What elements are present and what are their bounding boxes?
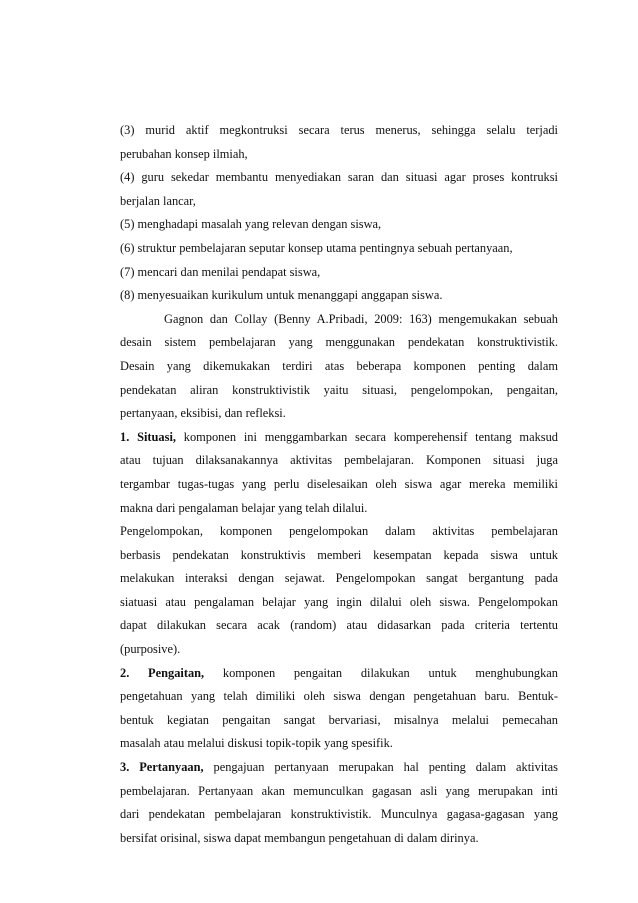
- section-heading: 3. Pertanyaan,: [120, 760, 204, 775]
- text-line-20: [120, 567, 558, 591]
- text-segment: pertanyaan, eksibisi, dan refleksi.: [120, 406, 286, 421]
- text-segment: makna dari pengalaman belajar yang telah dilalui.: [120, 500, 368, 515]
- text-line-25: [120, 685, 558, 709]
- text-line-24: [120, 662, 558, 686]
- text-line-23: [120, 638, 558, 662]
- section-heading: 1. Situasi,: [120, 429, 176, 444]
- text-segment: bersifat orisinal, siswa dapat membangun pengetahuan di dalam dirinya.: [120, 830, 479, 845]
- text-line-3: [120, 166, 558, 190]
- text-segment: pembelajaran. Pertanyaan akan memunculkan gagasan asli yang merupakan inti: [120, 783, 558, 798]
- text-line-17: [120, 497, 558, 521]
- text-segment: bentuk kegiatan pengaitan sangat bervariasi, misalnya melalui pemecahan: [120, 712, 558, 727]
- text-segment: (4) guru sekedar membantu menyediakan saran dan situasi agar proses kontruksi: [120, 170, 558, 185]
- text-line-12: [120, 379, 558, 403]
- text-segment: pengetahuan yang telah dimiliki oleh siswa dengan pengetahuan baru. Bentuk-: [120, 689, 558, 704]
- text-line-29: [120, 780, 558, 804]
- text-line-7: [120, 261, 558, 285]
- text-segment: berjalan lancar,: [120, 193, 196, 208]
- text-segment: siatuasi atau pengalaman belajar yang ingin dilalui oleh siswa. Pengelompokan: [120, 594, 558, 609]
- text-line-1: [120, 119, 558, 143]
- text-segment: pendekatan aliran konstruktivistik yaitu situasi, pengelompokan, pengaitan,: [120, 382, 558, 397]
- text-segment: masalah atau melalui diskusi topik-topik yang spesifik.: [120, 736, 393, 751]
- text-segment: (5) menghadapi masalah yang relevan dengan siswa,: [120, 217, 382, 232]
- text-line-21: [120, 591, 558, 615]
- text-line-16: [120, 473, 558, 497]
- text-line-13: [120, 402, 558, 426]
- text-line-30: [120, 803, 558, 827]
- text-segment: komponen ini menggambarkan secara komperehensif tentang maksud: [175, 429, 558, 444]
- text-segment: komponen pengaitan dilakukan untuk menghubungkan: [204, 665, 558, 680]
- text-segment: (8) menyesuaikan kurikulum untuk menanggapi anggapan siswa.: [120, 288, 443, 303]
- text-line-2: [120, 143, 558, 167]
- text-segment: perubahan konsep ilmiah,: [120, 146, 248, 161]
- text-line-15: [120, 449, 558, 473]
- text-line-14: [120, 426, 558, 450]
- text-segment: berbasis pendekatan konstruktivis memberi kesempatan kepada siswa untuk: [120, 547, 558, 562]
- text-segment: Desain yang dikemukakan terdiri atas beberapa komponen penting dalam: [120, 358, 558, 373]
- text-segment: (3) murid aktif megkontruksi secara terus menerus, sehingga selalu terjadi: [120, 123, 558, 137]
- text-line-9: [120, 308, 558, 332]
- text-line-31: [120, 827, 558, 851]
- text-line-26: [120, 709, 558, 733]
- text-line-10: [120, 331, 558, 355]
- text-segment: (6) struktur pembelajaran seputar konsep utama pentingnya sebuah pertanyaan,: [120, 240, 513, 255]
- text-line-27: [120, 732, 558, 756]
- text-line-5: [120, 213, 558, 237]
- text-segment: atau tujuan dilaksanakannya aktivitas pembelajaran. Komponen situasi juga: [120, 453, 558, 468]
- text-segment: Pengelompokan, komponen pengelompokan dalam aktivitas pembelajaran: [120, 524, 558, 539]
- text-line-18: [120, 520, 558, 544]
- text-segment: dapat dilakukan secara acak (random) atau didasarkan pada criteria tertentu: [120, 618, 558, 633]
- text-segment: Gagnon dan Collay (Benny A.Pribadi, 2009: 163) mengemukakan sebuah: [164, 311, 558, 326]
- text-line-4: [120, 190, 558, 214]
- document-page: [120, 119, 558, 850]
- text-segment: melakukan interaksi dengan sejawat. Pengelompokan sangat bergantung pada: [120, 571, 558, 586]
- text-segment: tergambar tugas-tugas yang perlu diselesaikan oleh siswa agar mereka memiliki: [120, 476, 558, 491]
- text-line-8: [120, 284, 558, 308]
- text-line-22: [120, 614, 558, 638]
- text-segment: (7) mencari dan menilai pendapat siswa,: [120, 264, 321, 279]
- text-line-19: [120, 544, 558, 568]
- text-segment: (purposive).: [120, 642, 181, 657]
- text-line-28: [120, 756, 558, 780]
- text-segment: desain sistem pembelajaran yang menggunakan pendekatan konstruktivistik.: [120, 335, 558, 350]
- text-line-11: [120, 355, 558, 379]
- text-segment: dari pendekatan pembelajaran konstruktivistik. Munculnya gagasa-gagasan yang: [120, 807, 558, 822]
- text-segment: pengajuan pertanyaan merupakan hal penting dalam aktivitas: [203, 760, 558, 775]
- section-heading: 2. Pengaitan,: [120, 665, 205, 680]
- text-line-6: [120, 237, 558, 261]
